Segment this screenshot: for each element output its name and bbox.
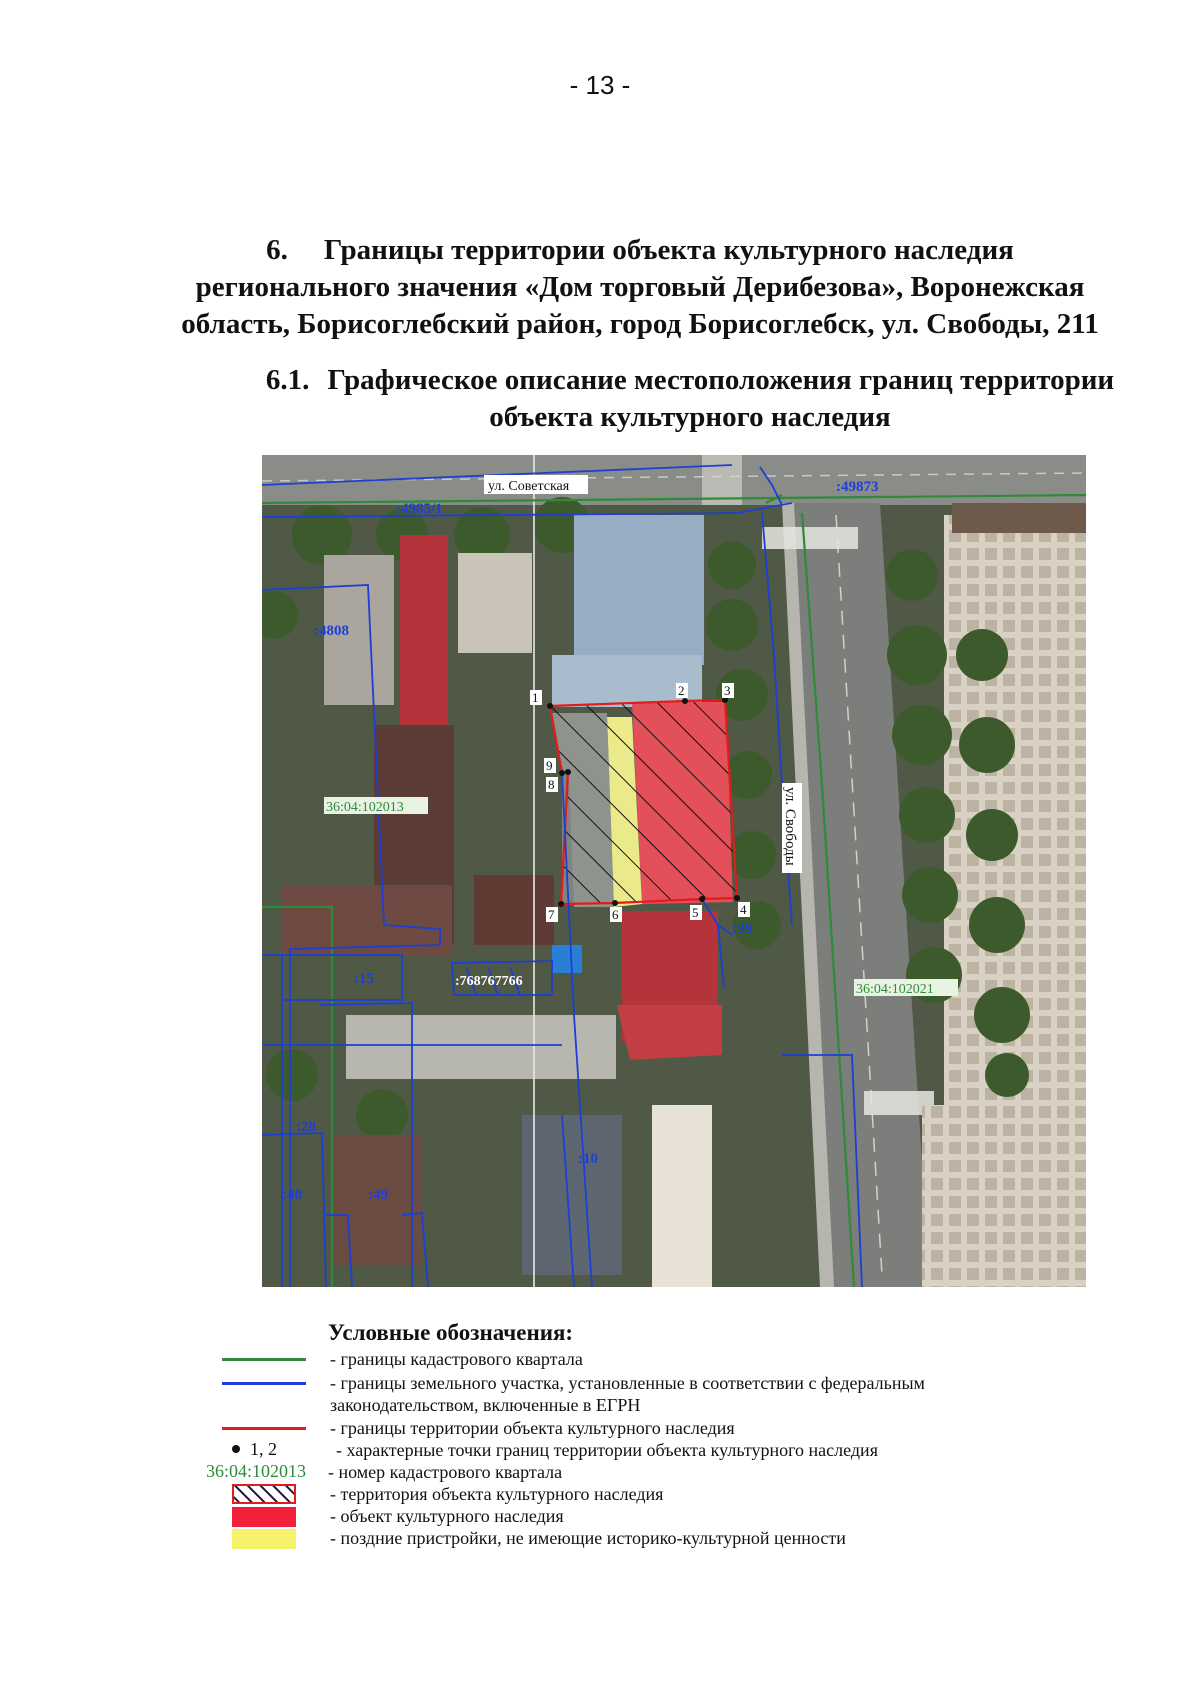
point-6-marker — [612, 900, 618, 906]
point-8-marker — [565, 769, 571, 775]
legend-swatch-quarter-border — [222, 1358, 306, 1361]
point-5-marker — [699, 896, 705, 902]
legend-text-heritage-border: - границы территории объекта культурного наследия — [330, 1418, 735, 1438]
legend-text-points: - характерные точки границ территории объекта культурного наследия — [336, 1440, 878, 1460]
legend-swatch-territory — [232, 1484, 296, 1504]
legend-text-parcel-border-2: законодательством, включенные в ЕГРН — [330, 1395, 641, 1415]
point-label-2: 2 — [678, 683, 685, 698]
point-9-marker — [559, 770, 565, 776]
legend-swatch-late-extension — [232, 1529, 296, 1549]
legend-text-quarter-border: - границы кадастрового квартала — [330, 1349, 583, 1369]
legend-point-dot — [232, 1445, 240, 1453]
subsection-number: 6.1. — [265, 364, 310, 396]
subsection-heading — [240, 362, 1140, 436]
legend-swatch-object — [232, 1507, 296, 1527]
point-4-marker — [734, 895, 740, 901]
point-label-3: 3 — [724, 683, 731, 698]
point-label-8: 8 — [548, 777, 555, 792]
parcel-label-49: :49 — [368, 1187, 388, 1203]
point-label-1: 1 — [532, 690, 539, 705]
section-title-line2: регионального значения «Дом торговый Дерибезова», Воронежская — [195, 271, 1085, 303]
point-label-6: 6 — [612, 907, 619, 922]
section-heading — [180, 232, 1100, 343]
point-2-marker — [682, 698, 688, 704]
legend-text-quarter-number: - номер кадастрового квартала — [328, 1462, 563, 1482]
parcel-label-768767766: :768767766 — [455, 974, 523, 989]
street-label-svobody: ул. Свободы — [782, 787, 798, 866]
point-label-9: 9 — [546, 758, 553, 773]
parcel-label-4985-1: :4985/1 — [396, 501, 443, 517]
point-label-5: 5 — [692, 905, 699, 920]
parcel-label-15: :15 — [354, 971, 374, 987]
legend-text-late-extension: - поздние пристройки, не имеющие историко-культурной ценности — [330, 1528, 846, 1548]
subsection-title-line2: объекта культурного наследия — [489, 401, 891, 433]
point-label-4: 4 — [740, 902, 747, 917]
street-label-sovetskaya: ул. Советская — [488, 479, 570, 494]
section-number: 6. — [266, 234, 288, 266]
section-title-line3: область, Борисоглебский район, город Борисоглебск, ул. Свободы, 211 — [181, 308, 1099, 340]
point-label-7: 7 — [548, 907, 555, 922]
parcel-label-4808: :4808 — [314, 623, 349, 639]
section-title-line1: Границы территории объекта культурного наследия — [323, 234, 1014, 266]
aerial-map — [262, 455, 1086, 1287]
parcel-label-49873: :49873 — [836, 479, 879, 495]
heritage-territory-hatch — [550, 700, 737, 904]
parcel-label-48: :48 — [282, 1187, 302, 1203]
legend-title: Условные обозначения: — [328, 1320, 574, 1345]
subsection-title-line1: Графическое описание местоположения границ территории — [327, 364, 1115, 396]
legend-point-symbol-text: 1, 2 — [250, 1439, 277, 1459]
parcel-label-39: :39 — [732, 921, 752, 937]
legend-text-parcel-border-1: - границы земельного участка, установленные в соответствии с федеральным — [330, 1373, 925, 1393]
legend-quarter-symbol-text: 36:04:102013 — [206, 1461, 307, 1481]
page-number: - 13 - — [569, 70, 631, 100]
legend-text-territory: - территория объекта культурного наследия — [330, 1484, 664, 1504]
quarter-label-102021: 36:04:102021 — [856, 982, 934, 997]
quarter-label-102013: 36:04:102013 — [326, 800, 404, 815]
legend-text-object: - объект культурного наследия — [330, 1506, 564, 1526]
parcel-label-28: :28 — [296, 1119, 316, 1135]
building-red-roof-north — [400, 535, 448, 725]
legend-swatch-parcel-border — [222, 1382, 306, 1385]
point-1-marker — [547, 703, 553, 709]
legend-swatch-heritage-border — [222, 1427, 306, 1430]
point-7-marker — [558, 901, 564, 907]
parcel-label-10: :10 — [578, 1151, 598, 1167]
